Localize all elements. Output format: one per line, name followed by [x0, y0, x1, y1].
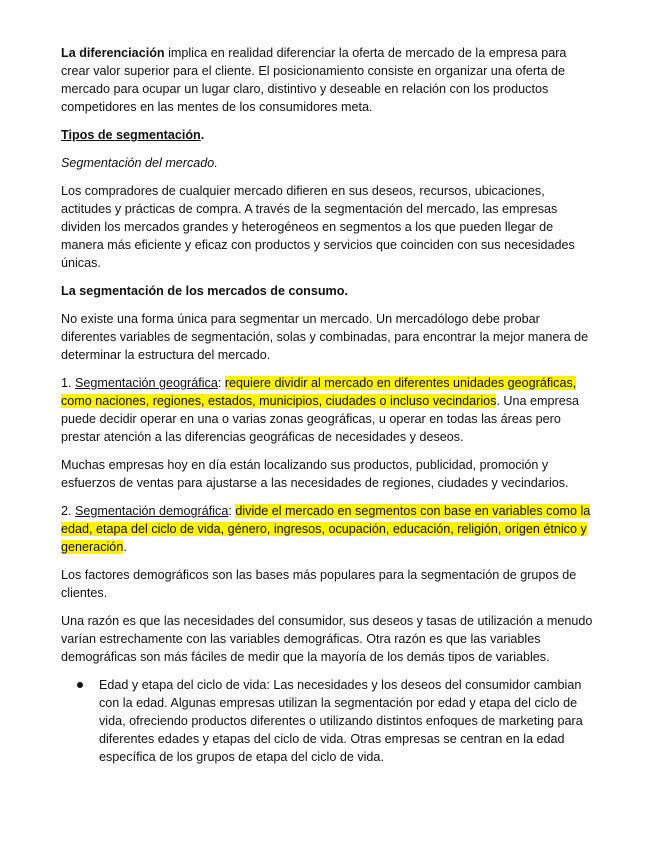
- term-segmentacion-geografica: Segmentación geográfica: [75, 376, 218, 390]
- heading-segmentacion-mercado: Segmentación del mercado.: [61, 156, 218, 170]
- paragraph-forma-unica: No existe una forma única para segmentar un mercado. Un mercadólogo debe probar diferentes variables de segmentación, solas y combinadas, para encontrar la mejor manera de determinar la estructura del mercado.: [61, 312, 589, 362]
- item-colon: :: [217, 376, 225, 390]
- paragraph-diferenciacion: [61, 44, 595, 116]
- heading-mercados-consumo: La segmentación de los mercados de consumo.: [61, 284, 348, 298]
- item-text: .: [123, 540, 127, 554]
- item-number: 2.: [61, 504, 76, 518]
- highlighted-text: requiere dividir al mercado en diferentes unidades geográficas, como naciones, regiones, estados, municipios, ciudades o incluso vecindarios: [61, 376, 577, 408]
- paragraph-factores-demograficos: Los factores demográficos son las bases más populares para la segmentación de grupos de clientes.: [61, 568, 577, 600]
- bullet-dot-icon: [77, 682, 83, 688]
- item-segmentacion-geografica: [61, 374, 595, 446]
- item-text: . Una empresa puede decidir operar en una o varias zonas geográficas, u operar en todas las áreas pero prestar atención a las diferencias geográficas de necesidades y deseos.: [61, 394, 580, 444]
- document-page: [61, 44, 595, 766]
- bullet-list: [61, 676, 595, 766]
- term-segmentacion-demografica: Segmentación demográfica: [75, 504, 229, 518]
- term-diferenciacion: La diferenciación: [61, 46, 165, 60]
- heading-tipos-segmentacion-text: Tipos de segmentación: [61, 128, 201, 142]
- paragraph-localizando: Muchas empresas hoy en día están localizando sus productos, publicidad, promoción y esfuerzos de ventas para ajustarse a las necesidades de regiones, ciudades y vecindarios.: [61, 458, 569, 490]
- highlighted-text: divide el mercado en segmentos con base en variables como la edad, etapa del ciclo de vida, género, ingresos, ocupación, educación, religión, origen étnico y generación: [61, 504, 591, 554]
- item-colon: :: [228, 504, 236, 518]
- list-item: [99, 676, 595, 766]
- paragraph-compradores: Los compradores de cualquier mercado difieren en sus deseos, recursos, ubicaciones, actitudes y prácticas de compra. A través de la segmentación del mercado, las empresas dividen los mercados grandes y heterogéneos en segmentos a los que pueden llegar de manera más eficiente y eficaz con productos y servicios que coinciden con sus necesidades únicas.: [61, 184, 575, 270]
- item-segmentacion-demografica: [61, 502, 595, 556]
- paragraph-una-razon: Una razón es que las necesidades del consumidor, sus deseos y tasas de utilización a menudo varían estrechamente con las variables demográficas. Otra razón es que las variables demográficas son más fáciles de medir que la mayoría de los demás tipos de variables.: [61, 614, 593, 664]
- list-item-text: Edad y etapa del ciclo de vida: Las necesidades y los deseos del consumidor cambian con la edad. Algunas empresas utilizan la segmentación por edad y etapa del ciclo de vida, ofreciendo productos diferentes o utilizando distintos enfoques de marketing para diferentes edades y etapas del ciclo de vida. Otras empresas se centran en la edad específica de los grupos de etapa del ciclo de vida.: [99, 678, 583, 764]
- heading-tipos-segmentacion: [61, 126, 595, 144]
- heading-tipos-segmentacion-dot: .: [200, 128, 205, 142]
- paragraph-diferenciacion-text: implica en realidad diferenciar la oferta de mercado de la empresa para crear valor superior para el cliente. El posicionamiento consiste en organizar una oferta de mercado para ocupar un lugar claro, distintivo y deseable en relación con los productos competidores en las mentes de los consumidores meta.: [61, 46, 567, 114]
- item-number: 1.: [61, 376, 76, 390]
